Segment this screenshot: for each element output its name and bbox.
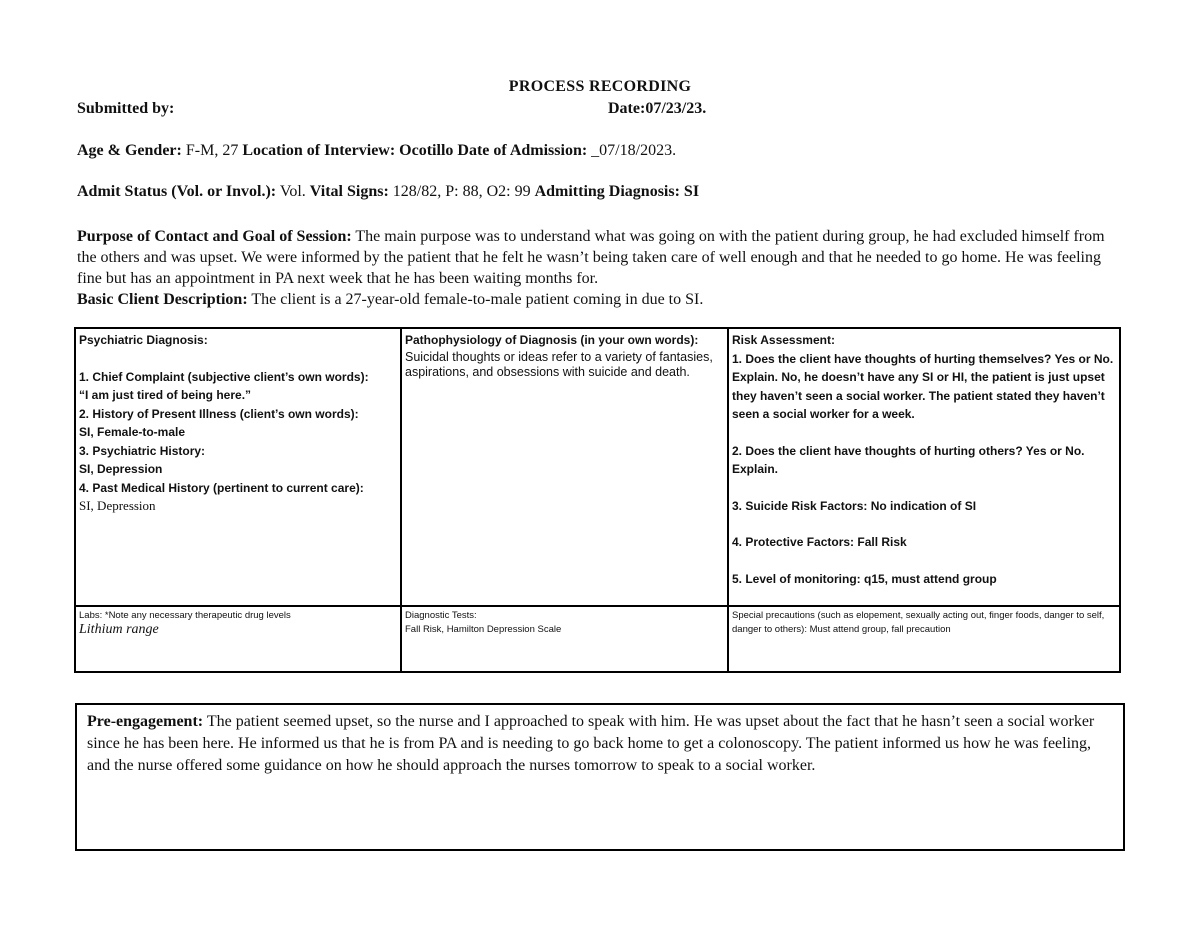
document-title: PROCESS RECORDING bbox=[508, 78, 692, 95]
suicide-risk-factors: 3. Suicide Risk Factors: No indication of SI bbox=[732, 498, 977, 513]
vital-signs-label: Vital Signs: bbox=[309, 183, 389, 200]
purpose-text: The main purpose was to understand what was going on with the patient during group, he had excluded himself from the others and was upset. We were informed by the patient that he felt he wasn’t being taken care of well enough and that he needed to go home. He was feeling fine but has an appointment in PA next week that he has been waiting months for. bbox=[77, 228, 1105, 287]
protective-factors: 4. Protective Factors: Fall Risk bbox=[732, 535, 907, 549]
present-illness-answer: SI, Female-to-male bbox=[79, 425, 186, 439]
pre-engagement-box bbox=[75, 703, 1125, 851]
age-gender-label: Age & Gender: bbox=[77, 142, 182, 159]
diagnostic-tests-cell bbox=[401, 606, 728, 672]
diagnostic-tests-heading: Diagnostic Tests: bbox=[405, 610, 477, 621]
admit-status-value: Vol. bbox=[276, 183, 310, 200]
admit-status-label: Admit Status (Vol. or Invol.): bbox=[77, 183, 277, 200]
special-precautions-cell bbox=[728, 606, 1120, 672]
basic-description-label: Basic Client Description: bbox=[77, 291, 248, 308]
date-label: Date:07/23/23. bbox=[608, 100, 707, 117]
vital-signs-value: 128/82, P: 88, O2: 99 bbox=[388, 183, 535, 200]
pre-engagement-text: The patient seemed upset, so the nurse and I approached to speak with him. He was upset about the fact that he hasn’t seen a social worker since he has been here. He informed us that he is from PA and is needing to go back home to get a colonoscopy. The patient informed us how he was feeling, and the nurse offered some guidance on how he should approach the nurses tomorrow to speak to a social worker. bbox=[87, 713, 1095, 774]
risk-question-self-harm: 1. Does the client have thoughts of hurting themselves? Yes or No. Explain. No, he doesn’t have any SI or HI, the patient is just upset they haven’t seen a social worker. The patient stated they haven’t seen a social worker for a week. bbox=[732, 351, 1114, 421]
medical-history-answer: SI, Depression bbox=[79, 498, 156, 513]
basic-description-text: The client is a 27-year-old female-to-male patient coming in due to SI. bbox=[247, 291, 704, 308]
medical-history-question: 4. Past Medical History (pertinent to current care): bbox=[79, 480, 364, 495]
level-of-monitoring: 5. Level of monitoring: q15, must attend group bbox=[732, 571, 997, 586]
basic-description-paragraph bbox=[77, 289, 1107, 310]
submitted-by-label: Submitted by: bbox=[77, 100, 175, 117]
special-precautions-text: Special precautions (such as elopement, sexually acting out, finger foods, danger to self, danger to others): Must attend group, fall precaution bbox=[732, 610, 1105, 635]
assessment-table bbox=[74, 327, 1121, 673]
admission-date-label: Date of Admission: bbox=[453, 142, 588, 159]
purpose-paragraph bbox=[77, 226, 1107, 289]
labs-cell bbox=[75, 606, 401, 672]
admission-date-value: _07/18/2023. bbox=[587, 142, 677, 159]
present-illness-question: 2. History of Present Illness (client’s own words): bbox=[79, 406, 359, 421]
psychiatric-history-question: 3. Psychiatric History: bbox=[79, 443, 206, 458]
risk-question-harm-others: 2. Does the client have thoughts of hurting others? Yes or No. Explain. bbox=[732, 443, 1085, 476]
purpose-section bbox=[77, 226, 1107, 310]
psychiatric-diagnosis-heading: Psychiatric Diagnosis: bbox=[79, 333, 208, 347]
psychiatric-diagnosis-cell bbox=[75, 328, 401, 606]
admit-status-line bbox=[77, 183, 699, 201]
age-gender-value: F-M, 27 bbox=[181, 142, 243, 159]
pathophysiology-cell bbox=[401, 328, 728, 606]
psychiatric-history-answer: SI, Depression bbox=[79, 462, 163, 476]
purpose-label: Purpose of Contact and Goal of Session: bbox=[77, 228, 352, 245]
diagnostic-tests-value: Fall Risk, Hamilton Depression Scale bbox=[405, 624, 562, 635]
labs-value: Lithium range bbox=[79, 622, 159, 637]
chief-complaint-question: 1. Chief Complaint (subjective client’s own words): bbox=[79, 369, 369, 384]
pathophysiology-heading: Pathophysiology of Diagnosis (in your own words): bbox=[405, 333, 699, 347]
location-label: Location of Interview: Ocotillo bbox=[242, 142, 454, 159]
pathophysiology-text: Suicidal thoughts or ideas refer to a variety of fantasies, aspirations, and obsessions with suicide and death. bbox=[405, 349, 713, 379]
chief-complaint-answer: “I am just tired of being here.” bbox=[79, 388, 252, 402]
pre-engagement-label: Pre-engagement: bbox=[87, 713, 204, 730]
risk-assessment-heading: Risk Assessment: bbox=[732, 333, 835, 347]
labs-heading: Labs: *Note any necessary therapeutic drug levels bbox=[79, 610, 291, 621]
age-location-admission-line bbox=[77, 142, 676, 160]
risk-assessment-cell bbox=[728, 328, 1120, 606]
admitting-diagnosis-label: Admitting Diagnosis: SI bbox=[534, 183, 700, 200]
